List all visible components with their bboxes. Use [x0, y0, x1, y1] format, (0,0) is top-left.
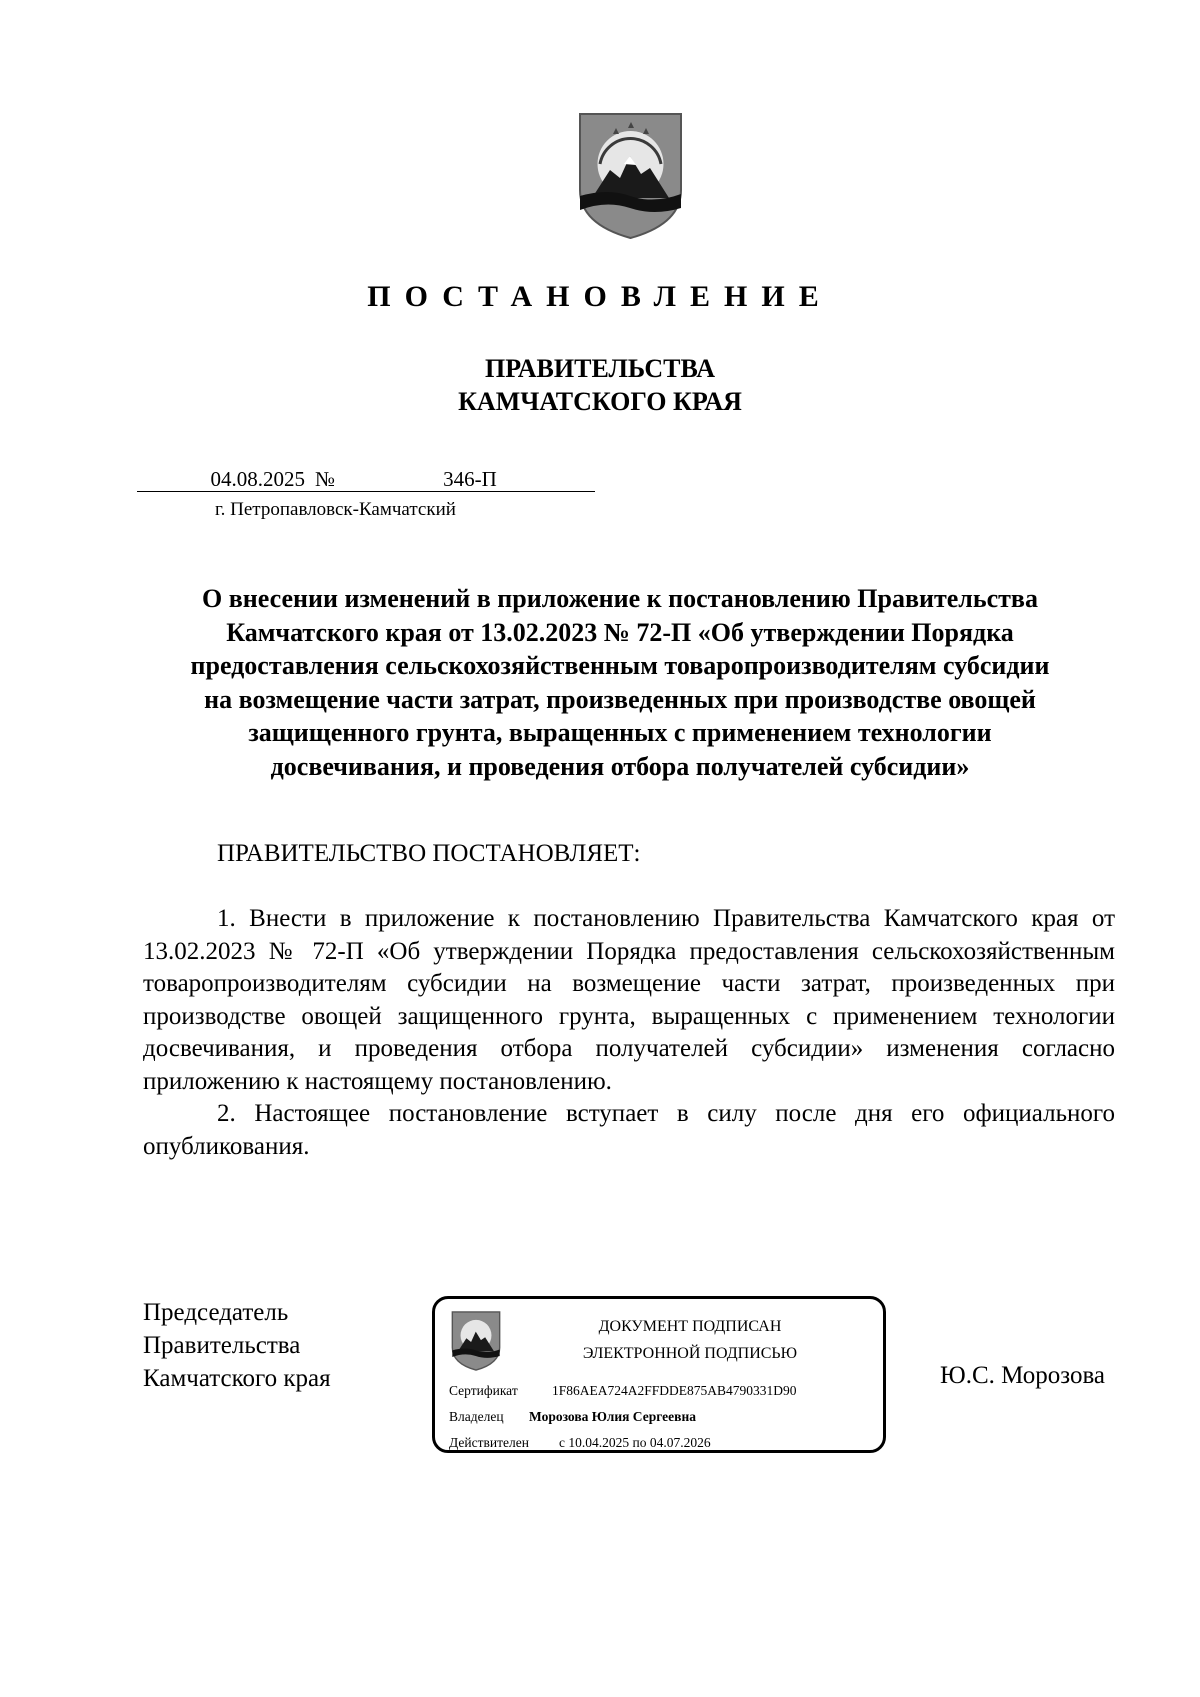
title-line: досвечивания, и проведения отбора получателей субсидии» — [270, 751, 970, 781]
owner-label: Владелец — [449, 1409, 504, 1424]
signer-position-line: Камчатского края — [143, 1365, 331, 1392]
body-paragraph: 1. Внести в приложение к постановлению Правительства Камчатского края от 13.02.2023 № 72-П «Об утверждении Порядка предоставления сельскохозяйственным товаропроизводителям субсидии на возмещение части затрат, произведенных при производстве овощей защищенного грунта, выращенных с применением технологии досвечивания, и проведения отбора получателей субсидии» изменения согласно приложению к настоящему постановлению. — [143, 905, 1115, 1095]
signer-position-line: Председатель — [143, 1299, 289, 1326]
issuer — [0, 352, 1200, 418]
number-sign: № — [305, 466, 345, 492]
body-paragraph: 2. Настоящее постановление вступает в силу после дня его официального опубликования. — [143, 1100, 1115, 1160]
date-number-line — [137, 466, 595, 492]
city: г. Петропавловск-Камчатский — [215, 499, 456, 520]
document-title — [150, 582, 1090, 783]
validity-label: Действителен — [449, 1435, 529, 1450]
kamchatka-coat-of-arms-icon — [451, 1311, 501, 1371]
stamp-heading-line: ДОКУМЕНТ ПОДПИСАН — [598, 1318, 782, 1335]
issuer-line: КАМЧАТСКОГО КРАЯ — [458, 387, 742, 416]
stamp-heading-line: ЭЛЕКТРОННОЙ ПОДПИСЬЮ — [582, 1345, 798, 1362]
title-line: защищенного грунта, выращенных с применением технологии — [248, 718, 992, 747]
title-line: О внесении изменений в приложение к постановлению Правительства — [202, 584, 1038, 613]
title-line: предоставления сельскохозяйственным товаропроизводителям субсидии — [190, 651, 1050, 680]
document-date: 04.08.2025 — [137, 466, 305, 492]
stamp-validity-row — [449, 1435, 711, 1451]
kamchatka-coat-of-arms-icon — [578, 112, 683, 240]
document-body — [143, 903, 1115, 1163]
certificate-value: 1F86AEA724A2FFDDE875AB4790331D90 — [552, 1383, 797, 1398]
document-number: 346-П — [345, 466, 595, 492]
owner-value: Морозова Юлия Сергеевна — [529, 1409, 696, 1424]
signer-position — [143, 1296, 331, 1395]
issuer-line: ПРАВИТЕЛЬСТВА — [485, 354, 715, 383]
decree-phrase: ПРАВИТЕЛЬСТВО ПОСТАНОВЛЯЕТ: — [217, 840, 641, 867]
stamp-owner-row — [449, 1409, 696, 1425]
certificate-label: Сертификат — [449, 1383, 518, 1398]
stamp-heading — [515, 1313, 865, 1367]
electronic-signature-stamp — [432, 1296, 886, 1453]
document-type: ПОСТАНОВЛЕНИЕ — [367, 280, 833, 313]
signer-position-line: Правительства — [143, 1332, 301, 1359]
title-line: на возмещение части затрат, произведенных при производстве овощей — [204, 684, 1036, 714]
signer-name: Ю.С. Морозова — [940, 1362, 1106, 1389]
validity-value: с 10.04.2025 по 04.07.2026 — [559, 1435, 711, 1450]
title-line: Камчатского края от 13.02.2023 № 72-П «Об утверждении Порядка — [226, 617, 1014, 647]
stamp-certificate-row — [449, 1383, 797, 1399]
